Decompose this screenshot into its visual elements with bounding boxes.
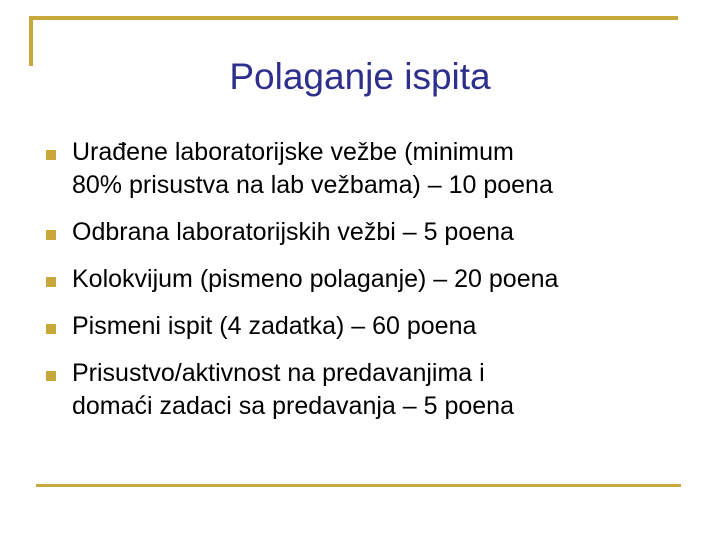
bullet-item-written-exam: [40, 310, 690, 343]
square-bullet-icon: [46, 371, 56, 381]
bullet-text-line: Kolokvijum (pismeno polaganje) – 20 poena: [72, 265, 559, 293]
slide-title: Polaganje ispita: [229, 56, 491, 97]
top-border-line: [29, 16, 678, 20]
bullet-text-line: Pismeni ispit (4 zadatka) – 60 poena: [72, 312, 477, 340]
bottom-border-line: [36, 484, 681, 487]
square-bullet-icon: [46, 277, 56, 287]
bullet-item-lab-defense: [40, 216, 690, 249]
square-bullet-icon: [46, 230, 56, 240]
bullet-text-line: Urađene laboratorijske vežbe (minimum: [72, 138, 514, 166]
bullet-text-line: domaći zadaci sa predavanja – 5 poena: [72, 392, 514, 420]
square-bullet-icon: [46, 150, 56, 160]
bullet-text-line: 80% prisustva na lab vežbama) – 10 poena: [72, 171, 553, 199]
bullet-item-lab-exercises: [40, 136, 690, 202]
bullet-item-attendance: [40, 357, 690, 423]
bullet-text-line: Odbrana laboratorijskih vežbi – 5 poena: [72, 218, 514, 246]
bullet-list: [40, 136, 690, 437]
square-bullet-icon: [46, 324, 56, 334]
bullet-text-line: Prisustvo/aktivnost na predavanjima i: [72, 359, 485, 387]
bullet-item-colloquium: [40, 263, 690, 296]
